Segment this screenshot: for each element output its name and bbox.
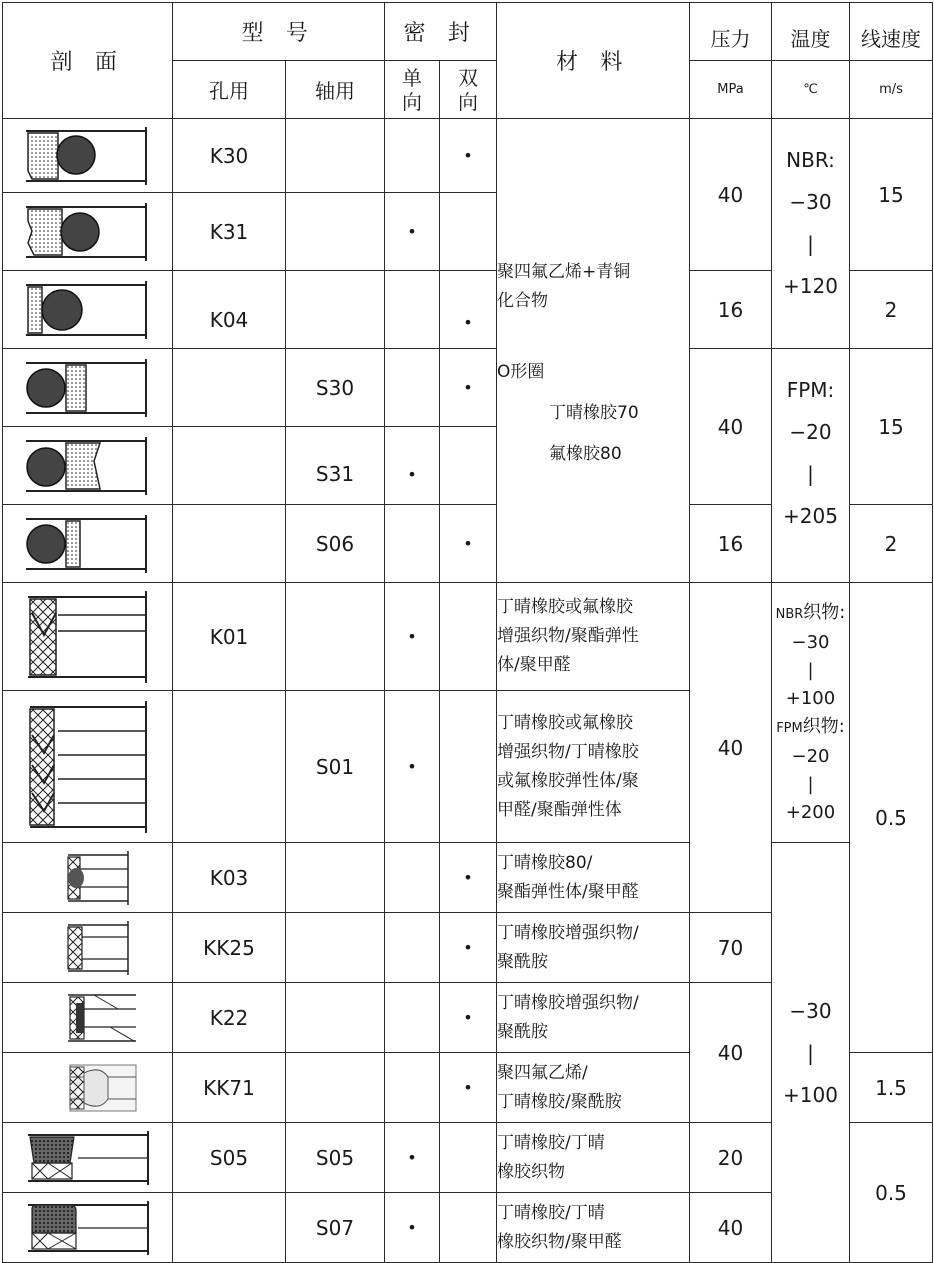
- bore-code: [173, 349, 286, 427]
- double-mark: [440, 427, 497, 505]
- section-k01-drawing: [3, 583, 173, 691]
- temperature-unit: ℃: [772, 61, 850, 119]
- section-s30-drawing: [3, 349, 173, 427]
- section-s06-drawing: [3, 505, 173, 583]
- temperature-nbr: NBR: −30 | +120: [772, 119, 850, 349]
- rod-code: [286, 119, 385, 193]
- speed-value: 15: [850, 349, 933, 505]
- rod-code: [286, 983, 385, 1053]
- header-double-acting: 双 向: [440, 61, 497, 119]
- material-s01: 丁晴橡胶或氟橡胶 增强织物/丁晴橡胶 或氟橡胶弹性体/聚 甲醛/聚酯弹性体: [497, 691, 690, 843]
- section-kk71-drawing: [3, 1053, 173, 1123]
- single-mark: •: [385, 1123, 440, 1193]
- single-mark: •: [385, 1193, 440, 1263]
- double-mark: [440, 1123, 497, 1193]
- speed-value: 2: [850, 505, 933, 583]
- bore-code: [173, 691, 286, 843]
- table-row: [3, 843, 933, 913]
- rod-code: [286, 913, 385, 983]
- pressure-value: 70: [690, 913, 772, 983]
- header-single-acting: 单 向: [385, 61, 440, 119]
- pressure-unit: MPa: [690, 61, 772, 119]
- header-rod: 轴用: [286, 61, 385, 119]
- pressure-value: 16: [690, 271, 772, 349]
- rod-code: [286, 271, 385, 349]
- double-mark: •: [440, 271, 497, 349]
- pressure-value: 40: [690, 119, 772, 271]
- rod-code: S01: [286, 691, 385, 843]
- single-mark: •: [385, 691, 440, 843]
- double-mark: •: [440, 843, 497, 913]
- rod-code: [286, 583, 385, 691]
- section-s05-drawing: [3, 1123, 173, 1193]
- rod-code: S05: [286, 1123, 385, 1193]
- pressure-value: 40: [690, 1193, 772, 1263]
- section-s07-drawing: [3, 1193, 173, 1263]
- rod-code: S31: [286, 427, 385, 505]
- speed-value: 0.5: [850, 583, 933, 1053]
- section-k03-drawing: [3, 843, 173, 913]
- single-mark: [385, 271, 440, 349]
- rod-code: [286, 193, 385, 271]
- double-mark: •: [440, 505, 497, 583]
- table-row: [3, 583, 933, 691]
- table-row: [3, 119, 933, 193]
- single-mark: [385, 505, 440, 583]
- pressure-value: 40: [690, 583, 772, 913]
- single-mark: [385, 349, 440, 427]
- bore-code: K30: [173, 119, 286, 193]
- rod-code: [286, 843, 385, 913]
- material-s05: 丁晴橡胶/丁晴 橡胶织物: [497, 1123, 690, 1193]
- material-k22: 丁晴橡胶增强织物/ 聚酰胺: [497, 983, 690, 1053]
- rod-code: S30: [286, 349, 385, 427]
- material-kk25: 丁晴橡胶增强织物/ 聚酰胺: [497, 913, 690, 983]
- temperature-fabric: NBR织物: −30 | +100 FPM织物: −20 | +200: [772, 583, 850, 843]
- header-seal: 密 封: [385, 3, 497, 61]
- speed-value: 1.5: [850, 1053, 933, 1123]
- section-k22-drawing: [3, 983, 173, 1053]
- double-mark: [440, 583, 497, 691]
- single-mark: •: [385, 583, 440, 691]
- section-k30-drawing: [3, 119, 173, 193]
- material-ptfe-group: 聚四氟乙烯+青铜 化合物 O形圈 丁晴橡胶70 氟橡胶80: [497, 119, 690, 583]
- single-mark: [385, 843, 440, 913]
- section-s31-drawing: [3, 427, 173, 505]
- bore-code: K01: [173, 583, 286, 691]
- speed-value: 0.5: [850, 1123, 933, 1263]
- bore-code: K03: [173, 843, 286, 913]
- double-mark: [440, 193, 497, 271]
- double-mark: •: [440, 1053, 497, 1123]
- header-speed: 线速度: [850, 3, 933, 61]
- material-k01: 丁晴橡胶或氟橡胶 增强织物/聚酯弹性 体/聚甲醛: [497, 583, 690, 691]
- single-mark: [385, 119, 440, 193]
- pressure-value: 16: [690, 505, 772, 583]
- speed-value: 2: [850, 271, 933, 349]
- temperature-general: −30 | +100: [772, 843, 850, 1263]
- seal-spec-table: [2, 2, 933, 1263]
- section-kk25-drawing: [3, 913, 173, 983]
- bore-code: S05: [173, 1123, 286, 1193]
- material-k03: 丁晴橡胶80/ 聚酯弹性体/聚甲醛: [497, 843, 690, 913]
- header-bore: 孔用: [173, 61, 286, 119]
- pressure-value: 20: [690, 1123, 772, 1193]
- pressure-value: 40: [690, 983, 772, 1123]
- bore-code: [173, 427, 286, 505]
- rod-code: S06: [286, 505, 385, 583]
- header-model: 型 号: [173, 3, 385, 61]
- temperature-fpm: FPM: −20 | +205: [772, 349, 850, 583]
- material-kk71: 聚四氟乙烯/ 丁晴橡胶/聚酰胺: [497, 1053, 690, 1123]
- rod-code: S07: [286, 1193, 385, 1263]
- table-row: [3, 349, 933, 427]
- double-mark: •: [440, 119, 497, 193]
- pressure-value: 40: [690, 349, 772, 505]
- header-section: 剖 面: [3, 3, 173, 119]
- single-mark: •: [385, 427, 440, 505]
- material-s07: 丁晴橡胶/丁晴 橡胶织物/聚甲醛: [497, 1193, 690, 1263]
- speed-unit: m/s: [850, 61, 933, 119]
- header-pressure: 压力: [690, 3, 772, 61]
- double-mark: [440, 691, 497, 843]
- single-mark: •: [385, 193, 440, 271]
- bore-code: [173, 1193, 286, 1263]
- bore-code: K22: [173, 983, 286, 1053]
- section-k31-drawing: [3, 193, 173, 271]
- speed-value: 15: [850, 119, 933, 271]
- single-mark: [385, 1053, 440, 1123]
- section-s01-drawing: [3, 691, 173, 843]
- single-mark: [385, 983, 440, 1053]
- bore-code: [173, 505, 286, 583]
- double-mark: [440, 1193, 497, 1263]
- header-temperature: 温度: [772, 3, 850, 61]
- bore-code: K31: [173, 193, 286, 271]
- bore-code: KK71: [173, 1053, 286, 1123]
- section-k04-drawing: [3, 271, 173, 349]
- double-mark: •: [440, 913, 497, 983]
- single-mark: [385, 913, 440, 983]
- bore-code: K04: [173, 271, 286, 349]
- bore-code: KK25: [173, 913, 286, 983]
- double-mark: •: [440, 349, 497, 427]
- rod-code: [286, 1053, 385, 1123]
- double-mark: •: [440, 983, 497, 1053]
- header-material: 材 料: [497, 3, 690, 119]
